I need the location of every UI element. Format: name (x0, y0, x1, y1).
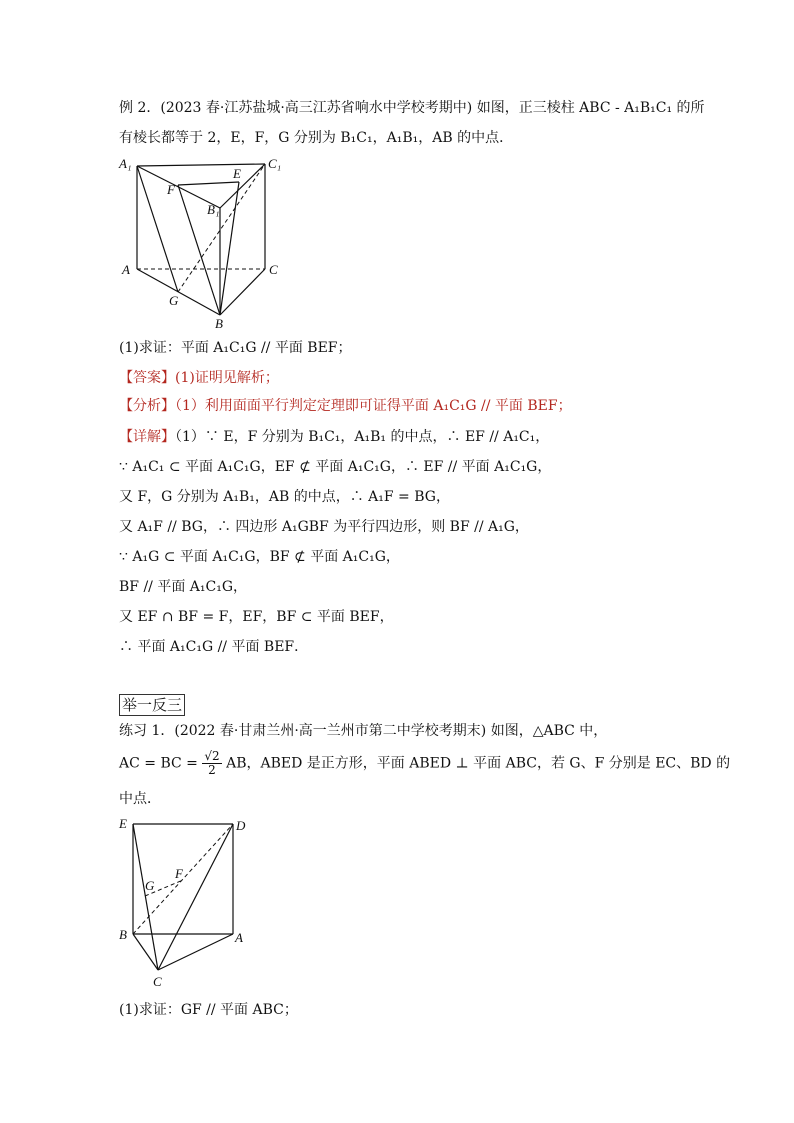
fraction (202, 750, 221, 777)
pyramid-figure (115, 812, 265, 992)
prism-figure (115, 152, 295, 332)
answer-line (119, 368, 279, 388)
detail-line-7: ∴ 平面 A₁C₁G // 平面 BEF． (119, 639, 309, 655)
analysis-text: （1）利用面面平行判定定理即可证得平面 A₁C₁G // 平面 BEF； (175, 398, 572, 414)
answer-tag: 【答案】 (119, 370, 175, 386)
detail-tag: 【详解】 (119, 429, 175, 445)
detail-line-5: BF // 平面 A₁C₁G， (119, 579, 248, 595)
detail-text-0: （1）∵ E，F 分别为 B₁C₁，A₁B₁ 的中点，∴ EF // A₁C₁， (175, 429, 550, 445)
detail-line-3: 又 A₁F // BG，∴ 四边形 A₁GBF 为平行四边形，则 BF // A₁G， (119, 519, 529, 535)
label-C2: C (153, 974, 162, 989)
label-E2: E (119, 816, 127, 831)
exercise-title-line3: 中点． (119, 791, 161, 807)
label-A: A (122, 262, 130, 277)
exercise-title-line2 (119, 750, 730, 777)
question-1: (1)求证：平面 A₁C₁G // 平面 BEF； (119, 340, 352, 356)
example-title-line1: 例 2．(2023 春·江苏盐城·高三江苏省响水中学校考期中) 如图，正三棱柱 ABC - A₁B₁C₁ 的所 (119, 100, 705, 116)
example-title-line2: 有棱长都等于 2，E，F，G 分别为 B₁C₁，A₁B₁，AB 的中点． (119, 130, 514, 146)
exercise-question-1: (1)求证：GF // 平面 ABC； (119, 1002, 298, 1018)
label-G: G (169, 293, 179, 308)
detail-line-2: 又 F，G 分别为 A₁B₁，AB 的中点，∴ A₁F = BG， (119, 489, 450, 505)
detail-line-6: 又 EF ∩ BF = F，EF，BF ⊂ 平面 BEF， (119, 609, 394, 625)
label-A2: A (235, 930, 243, 945)
label-B1: B₁ (207, 202, 220, 217)
label-A1: A₁ (119, 156, 132, 171)
label-F2: F (175, 866, 183, 881)
label-B2: B (119, 927, 127, 942)
section-header: 举一反三 (119, 694, 185, 716)
answer-text: (1)证明见解析； (175, 370, 279, 386)
exercise-line2-post: AB，ABED 是正方形，平面 ABED ⊥ 平面 ABC，若 G、F 分别是 EC、BD 的 (226, 755, 731, 772)
fraction-denominator: 2 (208, 763, 216, 777)
label-E: E (233, 166, 241, 181)
fraction-numerator: √2 (204, 749, 220, 763)
detail-line-1: ∵ A₁C₁ ⊂ 平面 A₁C₁G，EF ⊄ 平面 A₁C₁G，∴ EF // 平面 A₁C₁G， (119, 459, 552, 475)
exercise-line2-pre: AC = BC = (119, 755, 198, 772)
analysis-line (119, 396, 572, 416)
label-C1: C₁ (268, 156, 282, 171)
detail-line-4: ∵ A₁G ⊂ 平面 A₁C₁G，BF ⊄ 平面 A₁C₁G， (119, 549, 400, 565)
label-G2: G (145, 878, 155, 893)
label-C: C (269, 262, 278, 277)
label-B: B (215, 316, 223, 331)
label-D2: D (236, 818, 246, 833)
analysis-tag: 【分析】 (119, 398, 175, 414)
label-F: F (167, 182, 175, 197)
exercise-title-line1: 练习 1．(2022 春·甘肃兰州·高一兰州市第二中学校考期末) 如图，△ABC 中， (119, 723, 608, 739)
detail-line-0 (119, 427, 549, 447)
